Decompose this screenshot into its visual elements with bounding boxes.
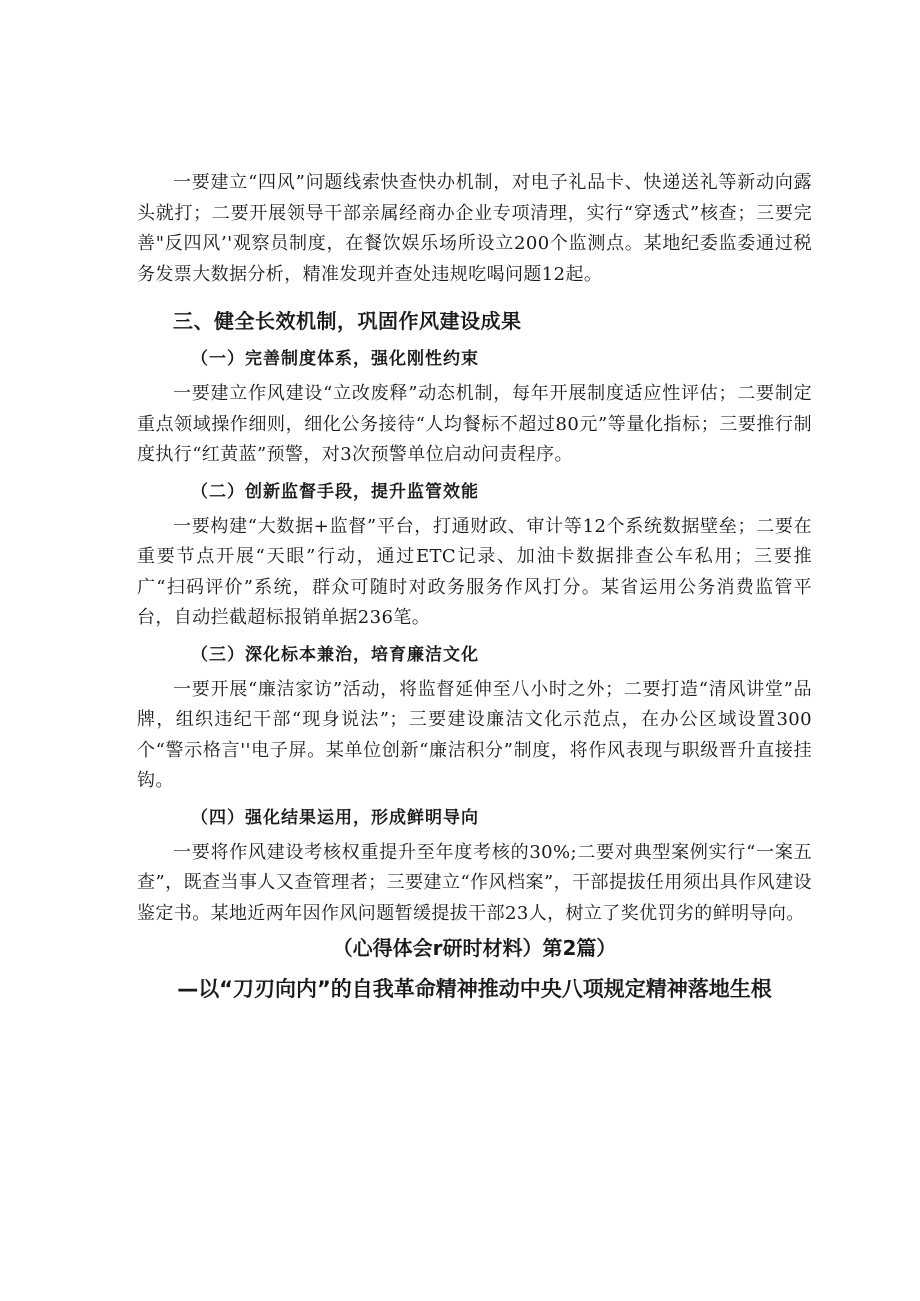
next-article-title: （心得体会r研时材料）第2篇）: [332, 936, 617, 960]
next-article-subtitle: —以“刀刃向内”的自我革命精神推动中央八项规定精神落地生根: [177, 977, 772, 1001]
paragraph-integrity-culture: 一要开展“廉洁家访”活动，将监督延伸至八小时之外；二要打造“清风讲堂”品牌，组织违纪干部“现身说法”；三要建设廉洁文化示范点，在办公区域设置300个“警示格言''电子屏。某单位创新“廉洁积分”制度，将作风表现与职级晋升直接挂钩。: [137, 678, 812, 791]
paragraph-supervision-means: 一要构建“大数据+监督”平台，打通财政、审计等12个系统数据壁垒；二要在重要节点开展“天眼”行动，通过ETC记录、加油卡数据排查公车私用；三要推广“扫码评价”系统，群众可随时对政务服务作风打分。某省运用公务消费监管平台，自动拦截超标报销单据236笔。: [137, 515, 812, 628]
paragraph-four-winds-mechanism: 一要建立“四风”问题线索快查快办机制，对电子礼品卡、快递送礼等新动向露头就打；二要开展领导干部亲属经商办企业专项清理，实行“穿透式”核查；三要完善"反四风’'观察员制度，在餐饮娱乐场所设立200个监测点。某地纪委监委通过税务发票大数据分析，精准发现并查处违规吃喝问题12起。: [137, 172, 812, 285]
subsection-heading-1: （一）完善制度体系，强化刚性约束: [191, 349, 479, 369]
paragraph-institution-system: 一要建立作风建设“立改废释”动态机制，每年开展制度适应性评估；二要制定重点领域操作细则，细化公务接待“人均餐标不超过80元”等量化指标；三要推行制度执行“红黄蓝”预警，对3次预警单位启动问责程序。: [137, 383, 812, 465]
section-heading-3: 三、健全长效机制，巩固作风建设成果: [173, 309, 522, 333]
subsection-heading-2: （二）创新监督手段，提升监管效能: [191, 481, 479, 502]
subsection-heading-3: （三）深化标本兼治，培育廉洁文化: [191, 644, 479, 665]
paragraph-result-application: 一要将作风建设考核权重提升至年度考核的30%;二要对典型案例实行“一案五查”，既查当事人又查管理者；三要建立“作风档案”，干部提拔任用须出具作风建设鉴定书。某地近两年因作风问题暂缓提拔干部23人，树立了奖优罚劣的鲜明导向。: [137, 841, 812, 924]
subsection-heading-4: （四）强化结果运用，形成鲜明导向: [191, 807, 479, 828]
